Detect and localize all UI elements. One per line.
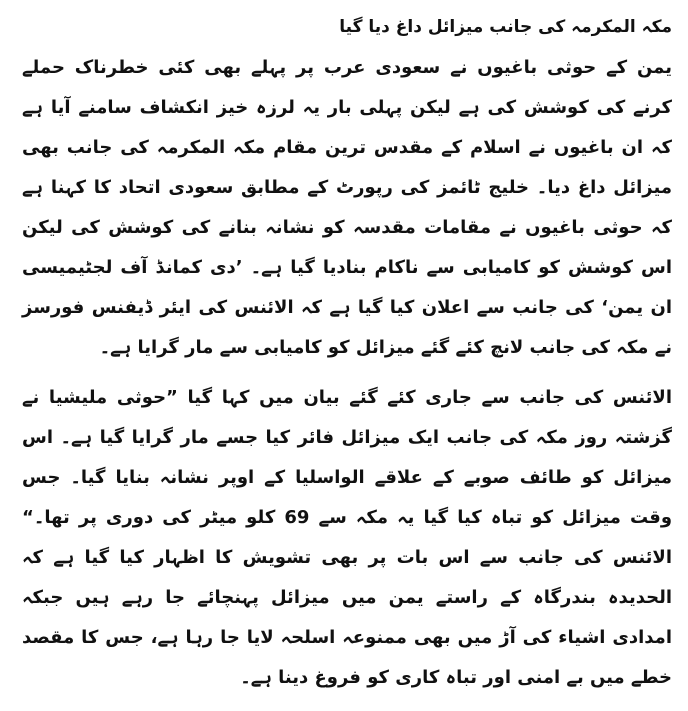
article-paragraph-2: الائنس کی جانب سے جاری کئے گئے بیان میں کہا گیا ”حوثی ملیشیا نے گزشتہ روز مکہ کی جانب ایک میزائل فائر کیا جسے مار گرایا گیا ہے۔ اس میزائل کو طائف صوبے کے علاقے الواسلیا کے اوپر نشانہ بنایا گیا۔ جس وقت میزائل کو تباہ کیا گیا یہ مکہ سے 69 کلو میٹر کی دوری پر تھا۔“ الائنس کی جانب سے اس بات پر بھی تشویش کا اظہار کیا گیا ہے کہ الحدیدہ بندرگاہ کے راستے یمن میں میزائل پہنچائے جا رہے ہیں جبکہ امدادی اشیاء کی آڑ میں بھی ممنوعہ اسلحہ لایا جا رہا ہے، جس کا مقصد خطے میں بے امنی اور تباہ کاری کو فروغ دینا ہے۔ <box>22 387 673 688</box>
article-paragraph-1: یمن کے حوثی باغیوں نے سعودی عرب پر پہلے بھی کئی خطرناک حملے کرنے کی کوشش کی ہے لیکن پہلی بار یہ لرزہ خیز انکشاف سامنے آیا ہے کہ ان باغیوں نے اسلام کے مقدس ترین مقام مکہ المکرمہ کی جانب بھی میزائل داغ دیا۔ خلیج ٹائمز کی رپورٹ کے مطابق سعودی اتحاد کا کہنا ہے کہ حوثی باغیوں نے مقامات مقدسہ کو نشانہ بنانے کی کوشش کی لیکن اس کوشش کو کامیابی سے ناکام بنادیا گیا ہے۔ ’دی کمانڈ آف لجٹیمیسی ان یمن‘ کی جانب سے اعلان کیا گیا ہے کہ الائنس کی ایئر ڈیفنس فورسز نے مکہ کی جانب لانچ کئے گئے میزائل کو کامیابی سے مار گرایا ہے۔ <box>22 57 672 358</box>
article-headline: مکہ المکرمہ کی جانب میزائل داغ دیا گیا <box>339 17 672 37</box>
